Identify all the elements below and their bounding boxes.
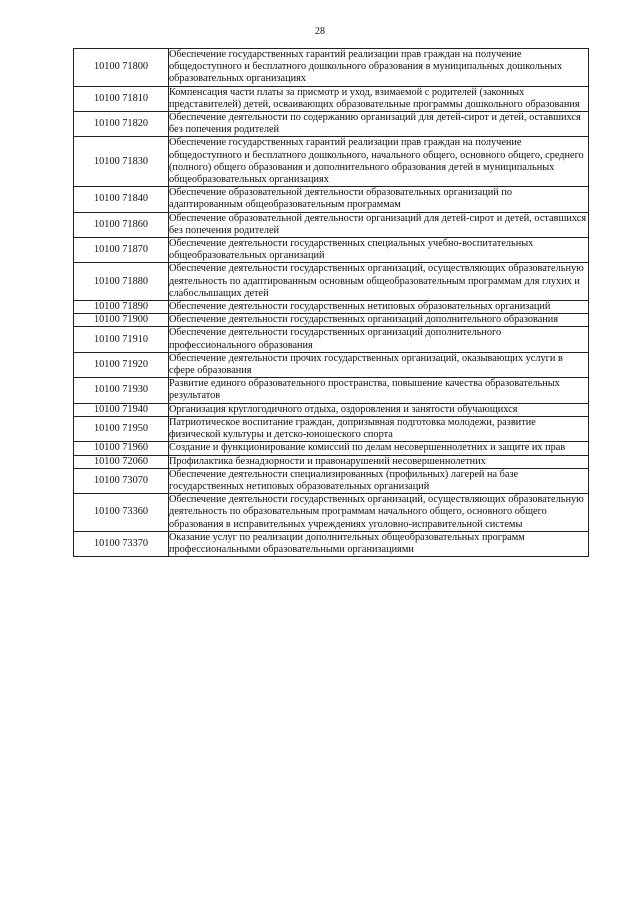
row-code: 10100 71870: [74, 238, 169, 263]
row-description: Обеспечение деятельности специализированных (профильных) лагерей на базе государственных нетиповых образовательных организаций: [169, 468, 589, 493]
row-description: Патриотическое воспитание граждан, допризывная подготовка молодежи, развитие физической культуры и детско-юношеского спорта: [169, 416, 589, 441]
table-row: [74, 112, 589, 137]
table-row: [74, 187, 589, 212]
row-code: 10100 71860: [74, 212, 169, 237]
table-row: [74, 327, 589, 352]
table-row: [74, 212, 589, 237]
row-code: 10100 71890: [74, 301, 169, 314]
table-row: [74, 403, 589, 416]
row-description: Обеспечение образовательной деятельности образовательных организаций по адаптированным общеобразовательным программам: [169, 187, 589, 212]
table-row: [74, 352, 589, 377]
row-description: Обеспечение государственных гарантий реализации прав граждан на получение общедоступного и бесплатного дошкольного, начального общего, основного общего, среднего (полного) общего образования и дополнительного образования детей в муниципальных общеобразовательных организациях: [169, 137, 589, 187]
row-description: Обеспечение деятельности государственных нетиповых образовательных организаций: [169, 301, 589, 314]
table-row: [74, 86, 589, 111]
row-description: Обеспечение деятельности государственных организаций дополнительного профессионального образования: [169, 327, 589, 352]
row-code: 10100 73370: [74, 531, 169, 556]
row-code: 10100 71800: [74, 49, 169, 87]
row-description: Организация круглогодичного отдыха, оздоровления и занятости обучающихся: [169, 403, 589, 416]
row-description: Обеспечение деятельности государственных организаций дополнительного образования: [169, 314, 589, 327]
table-row: [74, 238, 589, 263]
row-description: Развитие единого образовательного пространства, повышение качества образовательных результатов: [169, 378, 589, 403]
row-code: 10100 71880: [74, 263, 169, 301]
table-row: [74, 378, 589, 403]
row-description: Обеспечение деятельности государственных организаций, осуществляющих образовательную деятельность по адаптированным основным общеобразовательным программам для глухих и слабослышащих детей: [169, 263, 589, 301]
row-description: Обеспечение государственных гарантий реализации прав граждан на получение общедоступного и бесплатного дошкольного образования в муниципальных дошкольных образовательных организациях: [169, 49, 589, 87]
row-description: Компенсация части платы за присмотр и уход, взимаемой с родителей (законных представителей) детей, осваивающих образовательные программы дошкольного образования: [169, 86, 589, 111]
row-code: 10100 71960: [74, 442, 169, 455]
table-row: [74, 301, 589, 314]
table-row: [74, 442, 589, 455]
row-code: 10100 71830: [74, 137, 169, 187]
row-code: 10100 72060: [74, 455, 169, 468]
row-code: 10100 71900: [74, 314, 169, 327]
row-code: 10100 71950: [74, 416, 169, 441]
row-code: 10100 71910: [74, 327, 169, 352]
table-row: [74, 494, 589, 532]
table-row: [74, 49, 589, 87]
row-description: Обеспечение деятельности по содержанию организаций для детей-сирот и детей, оставшихся без попечения родителей: [169, 112, 589, 137]
row-description: Оказание услуг по реализации дополнительных общеобразовательных программ профессиональными образовательными организациями: [169, 531, 589, 556]
row-code: 10100 73070: [74, 468, 169, 493]
row-description: Обеспечение деятельности государственных специальных учебно-воспитательных общеобразовательных организаций: [169, 238, 589, 263]
row-description: Обеспечение деятельности прочих государственных организаций, оказывающих услуги в сфере образования: [169, 352, 589, 377]
table-row: [74, 416, 589, 441]
table-row: [74, 455, 589, 468]
row-code: 10100 73360: [74, 494, 169, 532]
row-code: 10100 71840: [74, 187, 169, 212]
row-description: Создание и функционирование комиссий по делам несовершеннолетних и защите их прав: [169, 442, 589, 455]
row-code: 10100 71920: [74, 352, 169, 377]
row-code: 10100 71930: [74, 378, 169, 403]
row-description: Профилактика безнадзорности и правонарушений несовершеннолетних: [169, 455, 589, 468]
table-row: [74, 314, 589, 327]
table-row: [74, 263, 589, 301]
row-description: Обеспечение деятельности государственных организаций, осуществляющих образовательную деятельность по образовательным программам начального общего, основного общего образования в исправительных учреждениях уголовно-исправительной системы: [169, 494, 589, 532]
table-row: [74, 137, 589, 187]
table-row: [74, 468, 589, 493]
page-number: 28: [315, 26, 325, 37]
table-row: [74, 531, 589, 556]
row-code: 10100 71820: [74, 112, 169, 137]
row-description: Обеспечение образовательной деятельности организаций для детей-сирот и детей, оставшихся без попечения родителей: [169, 212, 589, 237]
row-code: 10100 71810: [74, 86, 169, 111]
row-code: 10100 71940: [74, 403, 169, 416]
budget-code-table: [73, 48, 589, 557]
